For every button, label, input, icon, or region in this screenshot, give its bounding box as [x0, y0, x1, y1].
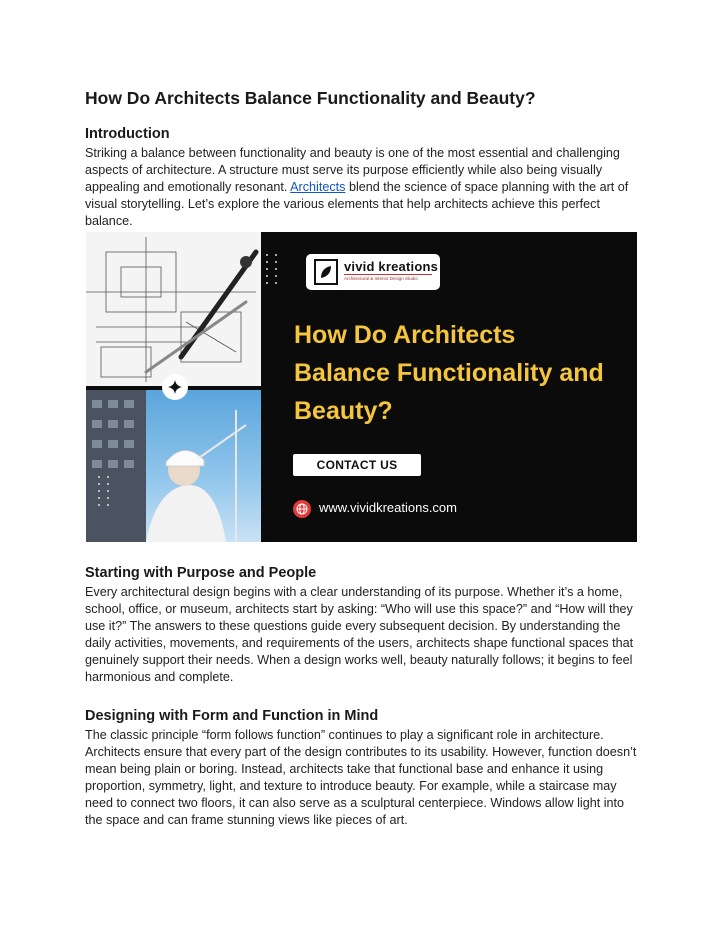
section-heading-purpose: Starting with Purpose and People [85, 565, 317, 581]
intro-paragraph [85, 145, 645, 230]
logo-divider [344, 274, 432, 275]
diamond-icon [162, 374, 188, 400]
section-text-purpose: Every architectural design begins with a clear understanding of its purpose. Whether it’s a home, school, office, or museum, architects start by asking: “Who will use this space?” and “How will they use it?” The answers to these questions guide every subsequent decision. By understanding the daily activities, movements, and requirements of the users, architects shape functional spaces that genuinely support their needs. When a design works well, beauty naturally follows; it begins to feel harmonious and complete. [85, 585, 634, 684]
decor-dots-bottom [98, 476, 110, 506]
engineer-photo [86, 390, 261, 542]
decor-dots-top [266, 254, 278, 284]
architects-link[interactable]: Architects [290, 180, 346, 194]
section-heading-form-function: Designing with Form and Function in Mind [85, 708, 379, 724]
logo-name: vivid kreations [344, 259, 439, 274]
page-title: How Do Architects Balance Functionality and Beauty? [85, 88, 536, 108]
globe-icon [293, 500, 311, 518]
contact-us-button[interactable]: CONTACT US [293, 454, 421, 476]
logo-tagline: Architectural & Interior Design Studio [344, 276, 418, 281]
intro-text-start: Striking a balance between functionality and beauty is one of the most essential and challenging aspects of architecture. A structure must serve its purpose efficiently while also being visually appealing and emotionally resonant. [85, 146, 620, 194]
leaf-icon [314, 259, 338, 285]
intro-heading: Introduction [85, 126, 170, 142]
banner-headline: How Do Architects Balance Functionality and Beauty? [294, 321, 604, 425]
intro-text-end: blend the science of space planning with the art of visual storytelling. Let’s explore the various elements that help architects achieve this perfect balance. [85, 180, 629, 228]
blueprint-photo [86, 232, 261, 386]
website-url: www.vividkreations.com [319, 500, 457, 515]
section-text-form-function: The classic principle “form follows function” continues to play a significant role in architecture. Architects ensure that every part of the design contributes to its usability. However, function doesn’t mean being plain or boring. Instead, architects take that functional base and enhance it using proportion, symmetry, light, and texture to introduce beauty. For example, while a staircase may need to connect two floors, it can also serve as a sculptural centerpiece. Windows allow light into the space and can frame stunning views like pieces of art. [85, 728, 637, 827]
company-logo [306, 254, 440, 290]
article-banner [86, 232, 637, 542]
